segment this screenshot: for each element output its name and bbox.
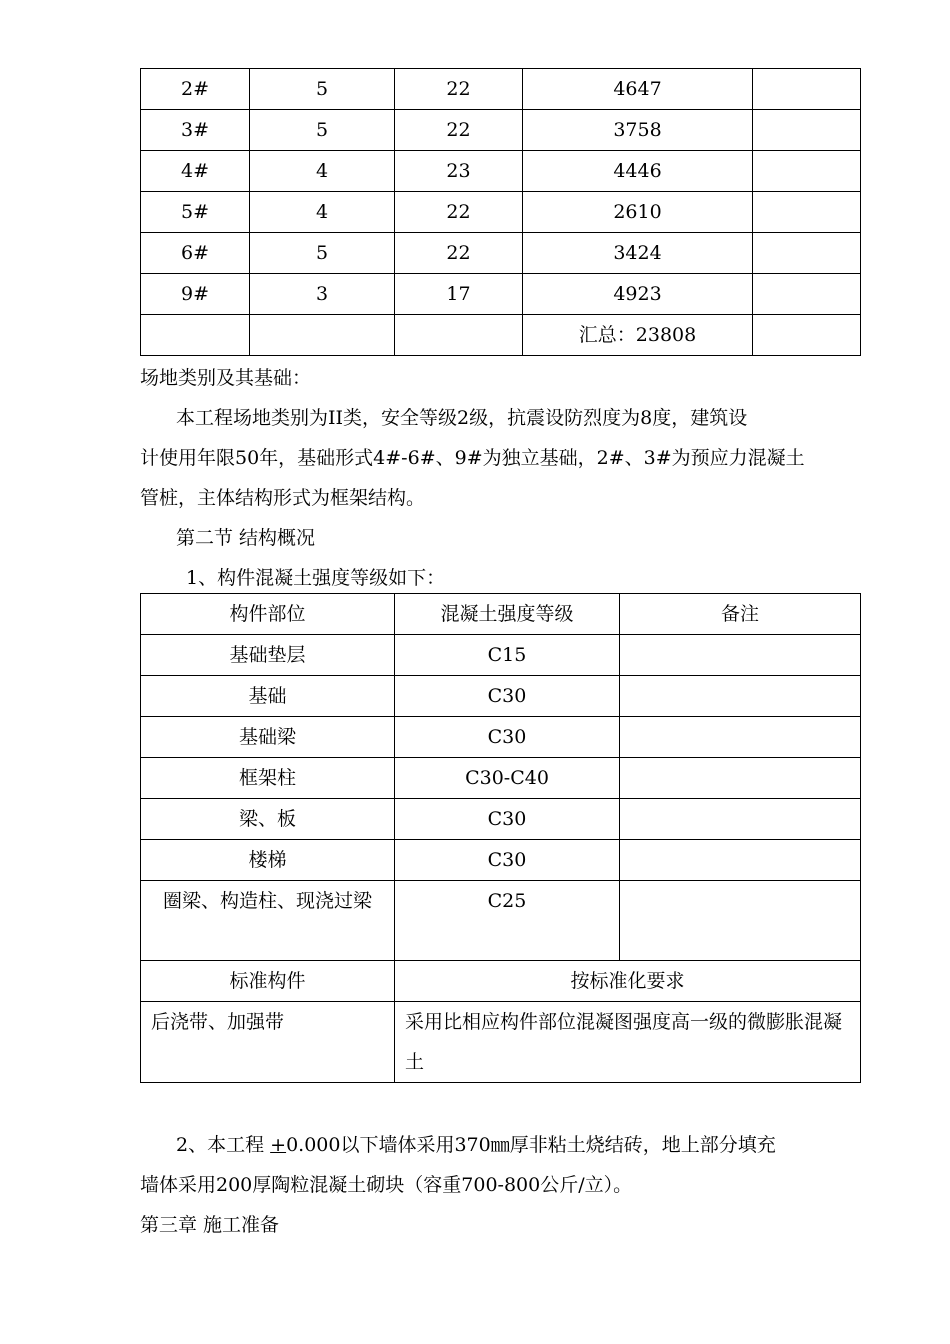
- table-row: [141, 274, 861, 315]
- table-cell: [753, 110, 861, 151]
- table-cell: C25: [395, 881, 620, 961]
- column-header: 备注: [620, 594, 861, 635]
- table-cell: C30: [395, 799, 620, 840]
- table-cell: 后浇带、加强带: [141, 1002, 395, 1083]
- table-cell: 4647: [523, 69, 753, 110]
- table-cell: 17: [395, 274, 523, 315]
- table-cell: 5: [250, 110, 395, 151]
- table-row: [141, 840, 861, 881]
- table-row: [141, 192, 861, 233]
- table-cell: 楼梯: [141, 840, 395, 881]
- table-cell: 4923: [523, 274, 753, 315]
- table-row: [141, 635, 861, 676]
- table-cell: C30: [395, 840, 620, 881]
- table-row: [141, 69, 861, 110]
- building-summary-table: [140, 68, 861, 356]
- table-cell: [620, 635, 861, 676]
- table-row: [141, 233, 861, 274]
- table-cell: 按标准化要求: [395, 961, 861, 1002]
- site-heading: 场地类别及其基础：: [140, 367, 312, 389]
- table-cell: [753, 151, 861, 192]
- table-cell: 3758: [523, 110, 753, 151]
- table-cell: [620, 799, 861, 840]
- total-cell: 汇总：23808: [523, 315, 753, 356]
- table-cell: 4446: [523, 151, 753, 192]
- table-cell: 采用比相应构件部位混凝图强度高一级的微膨胀混凝土: [395, 1002, 861, 1083]
- table-cell: 23: [395, 151, 523, 192]
- table-row: [141, 799, 861, 840]
- table-cell: 5: [250, 233, 395, 274]
- section-heading: 第二节 结构概况: [176, 527, 316, 549]
- table-cell: 2610: [523, 192, 753, 233]
- table-cell: 9#: [141, 274, 250, 315]
- table-cell: 22: [395, 110, 523, 151]
- table-cell: C15: [395, 635, 620, 676]
- item2-rest: 0.000以下墙体采用370㎜厚非粘土烧结砖，地上部分填充: [286, 1134, 776, 1156]
- table-cell: 标准构件: [141, 961, 395, 1002]
- table-cell: 梁、板: [141, 799, 395, 840]
- table-cell: 基础梁: [141, 717, 395, 758]
- table-cell: [753, 315, 861, 356]
- table-cell: 框架柱: [141, 758, 395, 799]
- column-header: 构件部位: [141, 594, 395, 635]
- item2-prefix: 2、本工程: [176, 1134, 271, 1156]
- item-heading: 1、构件混凝土强度等级如下：: [186, 567, 446, 589]
- table-cell: [620, 717, 861, 758]
- table-cell: [753, 192, 861, 233]
- table-cell: 4: [250, 192, 395, 233]
- table-cell: C30: [395, 717, 620, 758]
- plus-minus-sign: +: [270, 1134, 287, 1156]
- table-row: [141, 717, 861, 758]
- column-header: 混凝土强度等级: [395, 594, 620, 635]
- table-cell: 圈梁、构造柱、现浇过梁: [141, 881, 395, 961]
- table-cell: [753, 274, 861, 315]
- table-header-row: [141, 594, 861, 635]
- chapter-heading: 第三章 施工准备: [140, 1214, 280, 1236]
- table-cell: [620, 676, 861, 717]
- table-cell: 3: [250, 274, 395, 315]
- table-cell: 22: [395, 233, 523, 274]
- item2-line-2: 墙体采用200厚陶粒混凝土砌块（容重700-800公斤/立）。: [140, 1174, 633, 1196]
- table-cell: 22: [395, 69, 523, 110]
- table-cell: [753, 69, 861, 110]
- site-paragraph-line-2: 计使用年限50年，基础形式4#-6#、9#为独立基础，2#、3#为预应力混凝土: [140, 447, 805, 469]
- table-row: [141, 881, 861, 961]
- table-cell: [620, 881, 861, 961]
- table-cell: [620, 840, 861, 881]
- table-cell: 2#: [141, 69, 250, 110]
- table-row: [141, 961, 861, 1002]
- table-cell: [620, 758, 861, 799]
- table-row: [141, 1002, 861, 1083]
- table-row: [141, 151, 861, 192]
- table-cell: 4: [250, 151, 395, 192]
- table-cell: 6#: [141, 233, 250, 274]
- table-cell: 基础垫层: [141, 635, 395, 676]
- concrete-grade-table: [140, 593, 861, 1083]
- total-row: [141, 315, 861, 356]
- item2-line-1: [176, 1125, 776, 1165]
- table-cell: 22: [395, 192, 523, 233]
- table-cell: C30: [395, 676, 620, 717]
- site-paragraph-line-1: 本工程场地类别为II类，安全等级2级，抗震设防烈度为8度，建筑设: [176, 407, 748, 429]
- table-cell: 3424: [523, 233, 753, 274]
- table-cell: 3#: [141, 110, 250, 151]
- table-cell: 基础: [141, 676, 395, 717]
- table-row: [141, 676, 861, 717]
- table-cell: 4#: [141, 151, 250, 192]
- table-cell: [250, 315, 395, 356]
- table-cell: 5: [250, 69, 395, 110]
- table-cell: [141, 315, 250, 356]
- table-row: [141, 758, 861, 799]
- table-row: [141, 110, 861, 151]
- table-cell: [395, 315, 523, 356]
- site-paragraph-line-3: 管桩，主体结构形式为框架结构。: [140, 487, 426, 509]
- table-cell: [753, 233, 861, 274]
- table-cell: 5#: [141, 192, 250, 233]
- table-cell: C30-C40: [395, 758, 620, 799]
